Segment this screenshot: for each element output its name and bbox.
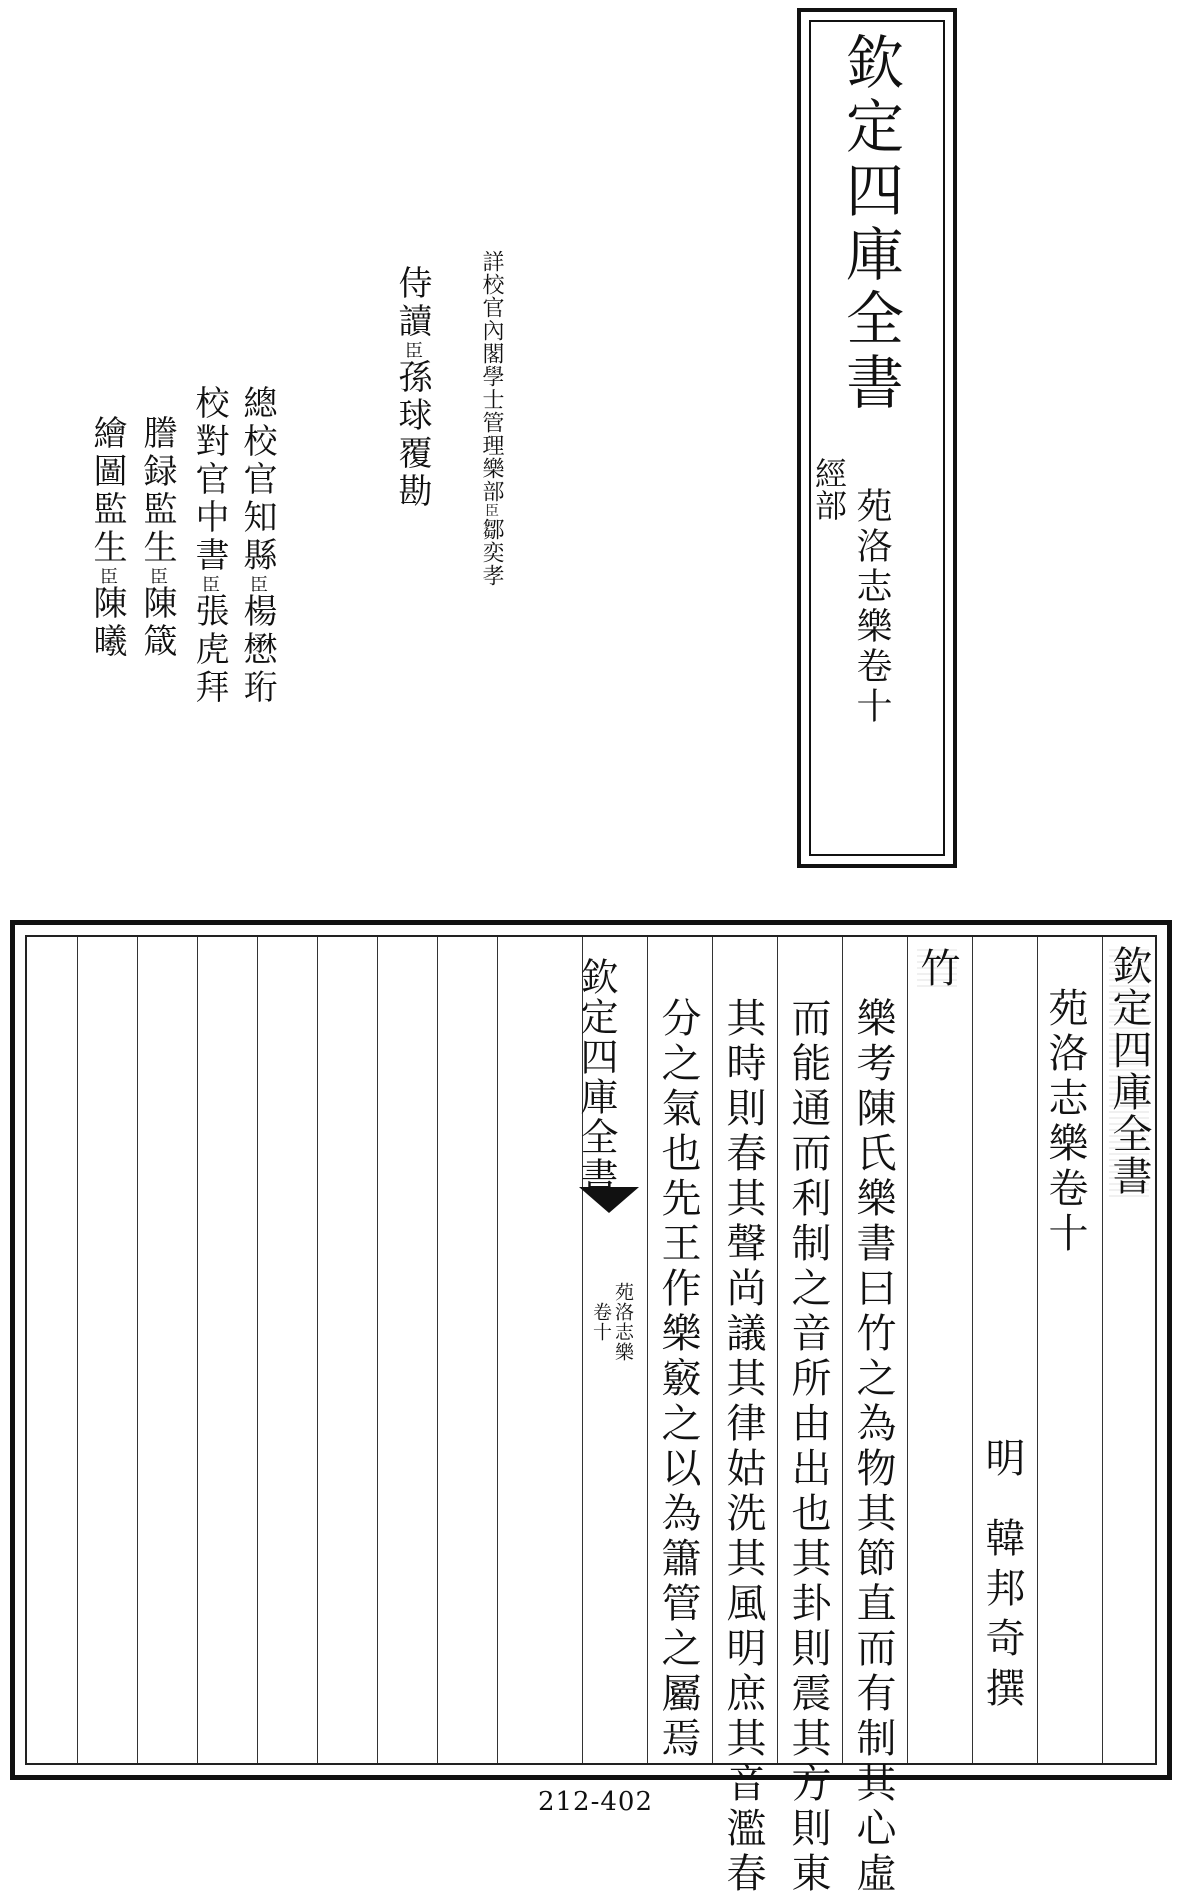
body-column-1: 樂考陳氏樂書曰竹之為物其節直而有制其心虛 xyxy=(850,997,896,1897)
credit-xiangjiao-role: 詳校官內閣學士管理樂部 xyxy=(479,250,504,503)
column-rule xyxy=(1037,937,1038,1763)
credit-xiangjiao-name: 鄒奕孝 xyxy=(479,518,504,587)
page-number: 212-402 xyxy=(537,1787,654,1817)
column-rule xyxy=(1102,937,1103,1763)
column-rule xyxy=(77,937,78,1763)
column-rule xyxy=(842,937,843,1763)
body-column-2: 而能通而利制之音所由出也其卦則震其方則東 xyxy=(785,997,831,1897)
margin-title: 欽定四庫全書 xyxy=(574,957,618,1197)
column-rule xyxy=(257,937,258,1763)
body-column-3: 其時則春其聲尚議其律姑洗其風明庶其音濫春 xyxy=(720,997,766,1897)
column-rule xyxy=(712,937,713,1763)
column-rule xyxy=(907,937,908,1763)
credit-zongjiao-role: 總校官知縣 xyxy=(237,385,277,575)
credit-chen: 臣 xyxy=(199,575,220,593)
page-header-title: 欽定四庫全書 xyxy=(1106,945,1152,1197)
column-rule xyxy=(377,937,378,1763)
credit-xiangjiao xyxy=(480,250,502,587)
credit-jiaodui-role: 校對官中書 xyxy=(189,385,229,575)
column-rule xyxy=(137,937,138,1763)
credit-tenglu-name: 陳箴 xyxy=(137,585,177,661)
credit-chen: 臣 xyxy=(247,575,268,593)
author-role: 撰 xyxy=(979,1667,1025,1707)
margin-volume: 卷十 xyxy=(590,1302,612,1342)
credit-tenglu xyxy=(137,415,177,661)
credit-chen: 臣 xyxy=(147,567,168,585)
credit-shidu-name: 孫球覆勘 xyxy=(392,359,432,511)
credit-tenglu-role: 謄録監生 xyxy=(137,415,177,567)
book-title: 苑洛志樂卷十 xyxy=(1042,987,1088,1257)
column-rule xyxy=(197,937,198,1763)
credit-chen: 臣 xyxy=(402,341,423,359)
credit-chen: 臣 xyxy=(483,503,499,518)
credit-shidu-role: 侍讀 xyxy=(392,265,432,341)
author-dynasty: 明 xyxy=(979,1437,1025,1477)
credit-huitu-role: 繪圖監生 xyxy=(87,415,127,567)
slip-volume: 苑洛志樂卷十 xyxy=(851,487,892,727)
title-slip xyxy=(797,8,957,868)
credit-shidu xyxy=(392,265,432,511)
credit-zongjiao xyxy=(237,385,277,707)
column-rule xyxy=(647,937,648,1763)
credit-huitu-name: 陳曦 xyxy=(87,585,127,661)
author-name: 韓邦奇 xyxy=(979,1517,1025,1667)
credit-jiaodui-name: 張虎拜 xyxy=(189,593,229,707)
slip-title: 欽定四庫全書 xyxy=(836,32,904,416)
credit-jiaodui xyxy=(189,385,229,707)
credit-zongjiao-name: 楊懋珩 xyxy=(237,593,277,707)
credit-huitu xyxy=(87,415,127,661)
fish-tail-mark xyxy=(579,1187,639,1213)
column-rule xyxy=(437,937,438,1763)
column-rule xyxy=(972,937,973,1763)
column-rule xyxy=(777,937,778,1763)
column-rule xyxy=(317,937,318,1763)
margin-book: 苑洛志樂 xyxy=(612,1282,634,1362)
credit-chen: 臣 xyxy=(97,567,118,585)
section-heading: 竹 xyxy=(914,947,960,987)
column-rule xyxy=(497,937,498,1763)
slip-category: 經部 xyxy=(810,457,848,521)
body-column-4: 分之氣也先王作樂竅之以為簫管之屬焉 xyxy=(655,997,701,1762)
